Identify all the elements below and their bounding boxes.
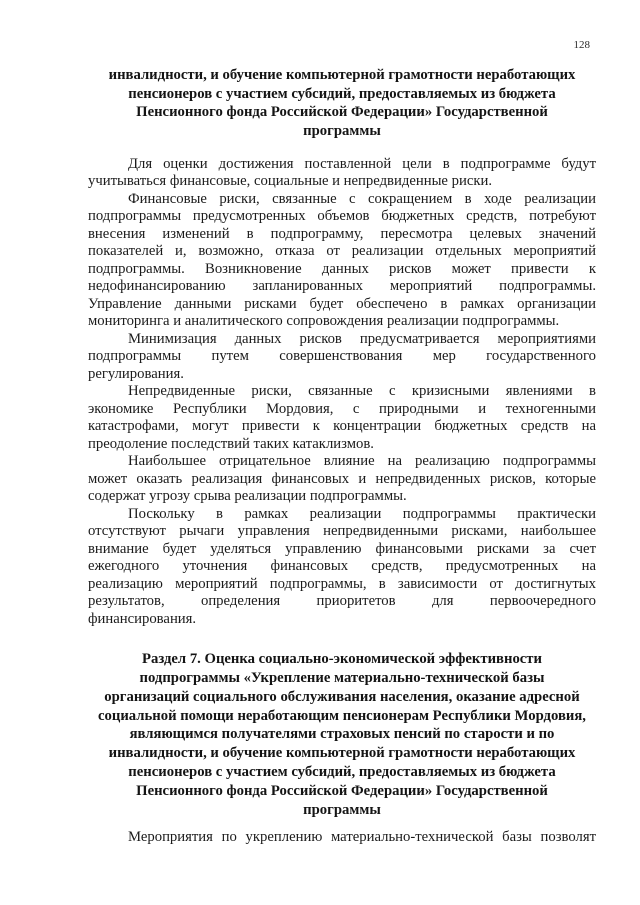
body-line: катастрофами, могут привести к концентрации бюджетных средств на [88, 418, 596, 435]
section-heading-line: социальной помощи неработающим пенсионерам Республики Мордовия, [98, 707, 586, 724]
body-line: Управление данными рисками будет обеспечено в рамках организации [88, 295, 596, 312]
body-line: Мероприятия по укреплению материально-технической базы позволят [128, 829, 596, 845]
paragraph [88, 156, 596, 191]
body-line: реализацию мероприятий подпрограммы, в зависимости от достигнутых [88, 575, 596, 592]
body-line: финансирования. [88, 610, 197, 627]
heading-line: Пенсионного фонда Российской Федерации» Государственной [136, 104, 548, 121]
body-line: Поскольку в рамках реализации подпрограммы практически [128, 505, 596, 522]
body-line: подпрограммы путем совершенствования мер государственного [88, 348, 596, 365]
section-heading-line: пенсионеров с участием субсидий, предоставляемых из бюджета [128, 764, 556, 781]
body-line: содержат угрозу срыва реализации подпрограммы. [88, 488, 407, 505]
body-line: преодоление последствий таких катаклизмов. [88, 435, 374, 452]
paragraph [88, 191, 596, 331]
paragraph [88, 331, 596, 383]
body-line: подпрограммы. Возникновение данных рисков может привести к [88, 260, 596, 277]
body-text [88, 156, 596, 628]
heading-continuation [76, 66, 608, 141]
section-heading-line: являющимся получателями страховых пенсий по старости и по [129, 726, 555, 743]
section-heading-line: инвалидности, и обучение компьютерной грамотности неработающих [108, 745, 576, 762]
heading-line: программы [303, 123, 381, 140]
body-line: недофинансированию запланированных мероприятий подпрограммы. [88, 278, 596, 295]
section-heading-line: Пенсионного фонда Российской Федерации» Государственной [136, 782, 548, 799]
body-line: Наибольшее отрицательное влияние на реализацию подпрограммы [128, 453, 596, 470]
body-line: экономике Республики Мордовия, с природными и техногенными [88, 400, 596, 417]
body-line: подпрограммы предусмотренных объемов бюджетных средств, потребуют [88, 208, 596, 225]
body-line: регулирования. [88, 365, 184, 382]
heading-line: инвалидности, и обучение компьютерной грамотности неработающих [108, 67, 576, 83]
body-line: внимание будет уделяться управлению финансовыми рисками за счет [88, 540, 596, 557]
body-line: Непредвиденные риски, связанные с кризисными явлениями в [128, 383, 596, 400]
section-heading-line: подпрограммы «Укрепление материально-технической базы [139, 669, 545, 686]
heading-line: пенсионеров с участием субсидий, предоставляемых из бюджета [128, 85, 556, 102]
body-line: может оказать реализация финансовых и непредвиденных рисков, которые [88, 470, 596, 487]
paragraph [88, 383, 596, 453]
paragraph [88, 453, 596, 505]
body-line: ежегодного уточнения финансовых средств, предусмотренных на [88, 558, 596, 575]
section-7-heading [76, 650, 608, 820]
page-number: 128 [573, 39, 590, 51]
section-heading-line: Раздел 7. Оценка социально-экономической эффективности [142, 651, 542, 667]
paragraph [88, 506, 596, 628]
body-line: отсутствуют рычаги управления непредвиденными рисками, наибольшее [88, 523, 596, 540]
body-line: показателей и, возможно, отказа от реализации отдельных мероприятий [88, 243, 596, 260]
body-line: Минимизация данных рисков предусматривается мероприятиями [128, 330, 596, 347]
continued-paragraph [88, 829, 596, 846]
body-line: мониторинга и аналитического сопровождения реализации подпрограммы. [88, 313, 560, 330]
section-heading-line: организаций социального обслуживания населения, оказание адресной [104, 688, 580, 705]
body-line: Для оценки достижения поставленной цели в подпрограмме будут [128, 156, 596, 172]
body-line: учитываться финансовые, социальные и непредвиденные риски. [88, 173, 493, 190]
body-line: внесения изменений в подпрограмму, пересмотра целевых значений [88, 225, 596, 242]
body-line: Финансовые риски, связанные с сокращением в ходе реализации [128, 190, 596, 207]
body-line: результатов, определения приоритетов для первоочередного [88, 593, 596, 610]
section-heading-line: программы [303, 801, 381, 818]
